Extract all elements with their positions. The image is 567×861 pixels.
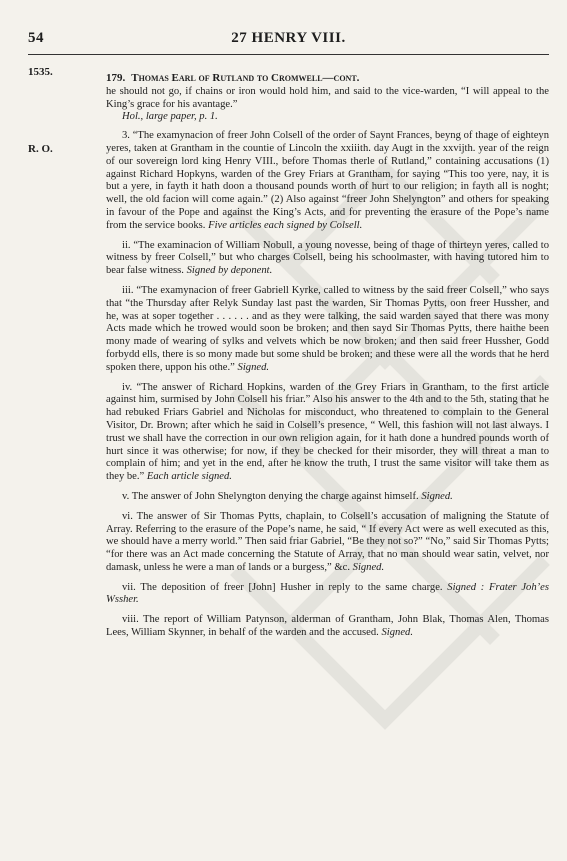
paragraph-vii — [106, 582, 549, 608]
entry-heading — [106, 72, 549, 85]
paragraph-signature: Signed. — [381, 627, 413, 639]
paragraph-signature: Each article signed. — [146, 471, 232, 483]
margin-reference: R. O. — [28, 143, 53, 155]
paragraph-signature: Signed. — [421, 490, 453, 502]
paragraph-text: viii. The report of William Patynson, alderman of Grantham, John Blak, Thomas Alen, Thomas Lees, William Skynner, in behalf of the warden and the accused. — [106, 614, 549, 639]
paragraph-text: vii. The deposition of freer [John] Husher in reply to the same charge. — [122, 581, 443, 593]
paragraph-signature: Signed : Frater Joh’es Wssher. — [106, 581, 549, 606]
paragraph-3 — [106, 130, 549, 232]
entry-title: Thomas Earl of Rutland to Cromwell—cont. — [131, 72, 360, 84]
paragraph-vi — [106, 511, 549, 575]
paragraph-signature: Signed. — [237, 361, 270, 373]
paragraph-viii — [106, 614, 549, 640]
page-header — [28, 30, 549, 50]
running-title: 27 HENRY VIII. — [231, 30, 346, 46]
entry-number: 179. — [106, 72, 126, 84]
entry-note: Hol., large paper, p. 1. — [122, 111, 218, 123]
paragraph-ii — [106, 240, 549, 278]
paragraph-signature: Five articles each signed by Colsell. — [208, 219, 363, 231]
page-number: 54 — [28, 30, 44, 46]
entry-continuation: he should not go, if chains or iron would hold him, and said to the vice-warden, “I will appeal to the King’s grace for his avantage.” — [106, 85, 549, 110]
paragraph-text: v. The answer of John Shelyngton denying the charge against himself. — [122, 490, 419, 502]
paragraph-text: 3. “The examynacion of freer John Colsell of the order of Saynt Frances, beyng of thage of eighteyn yeres, taken at Grantham in the countie of Lincoln the xxiiith. day Augt in the xxvijth. year of the reign of our sovereign lord king Henry VIII., before Thomas therle of Rutland,” containing accusations (1) against Richard Hopkyns, warden of the Grey Friars at Grantham, for saying “This too yere, nay, it is but a yere, in fayth it hath doon a thousand pounds worth of hurt to our religion; in fayth all is noght; well, the old facion will come again.” (2) Also against “freer John Shelyngton” and others for speaking in favour of the Pope and against the King’s Acts, and for preventing the erasure of the Pope’s name from the service books. — [106, 130, 549, 231]
paragraph-text: ii. “The examinacion of William Nobull, a young novesse, being of thage of thirteyn yeres, called to witness by freer Colsell,” but who charges Colsell, being his schoolmaster, with having tutored him to bear false witness. — [106, 239, 549, 277]
entry-body — [106, 72, 549, 640]
paragraph-signature: Signed. — [352, 561, 385, 573]
header-rule — [28, 54, 549, 55]
paragraph-iii — [106, 285, 549, 375]
paragraph-iv — [106, 382, 549, 484]
paragraph-text: iii. “The examynacion of freer Gabriell Kyrke, called to witness by the said freer Colsell,” who says that “the Thursday after Relyk Sunday last past the warden, Sir Thomas Pytts, oon freer Hussher, and he, was at soper together . . . . . . and as they were talking, the said warden sayed that there was mony Acts made which he trowed would soon be broken; and then sayd Sir Thomas Pytts, there haithe been mony made of wearing of sylks and velvets which be now broken; and then said freer Hussher, Godd forbydd ells, there is so mony made but some shuld be broken; and these were all the words that he herd spoken there, uppon his othe.” — [106, 284, 549, 373]
paragraph-text: iv. “The answer of Richard Hopkins, warden of the Grey Friars in Grantham, to the first article against him, surmised by John Colsell his friar.” Also his answer to the 4th and to the 5th, stating that he had rebuked Friars Gabriel and Nicholas for misconduct, who threatened to complain to the General Visitor, Dr. Brown; after which he said in Colsell’s presence, “ Well, this fashion will not last always. I trust we shall have the correction in our own religion again, for it hath done a hundred pounds worth of hurt since it was otherwise; for now, if they be checked for their misorder, they will threat a man to complain of him; and yet in the end, after he know the truth, I trust the same visitor will take them as they be.” — [106, 381, 549, 483]
margin-year: 1535. — [28, 66, 53, 78]
paragraph-v — [106, 491, 549, 504]
paragraph-signature: Signed by deponent. — [186, 265, 273, 277]
paragraph-text: vi. The answer of Sir Thomas Pytts, chaplain, to Colsell’s accusation of maligning the Statute of Array. Referring to the erasure of the Pope’s name, he said, “ If every Act were as well executed as this, we should have a merry world.” Then said friar Gabriel, “Be they not so?” “No,” said Sir Thomas Pytts; “for there was an Act made concerning the Statute of Array, that no man should wear satin, velvet, nor damask, unless he were a man of lands or a burgess,” &c. — [106, 510, 549, 573]
